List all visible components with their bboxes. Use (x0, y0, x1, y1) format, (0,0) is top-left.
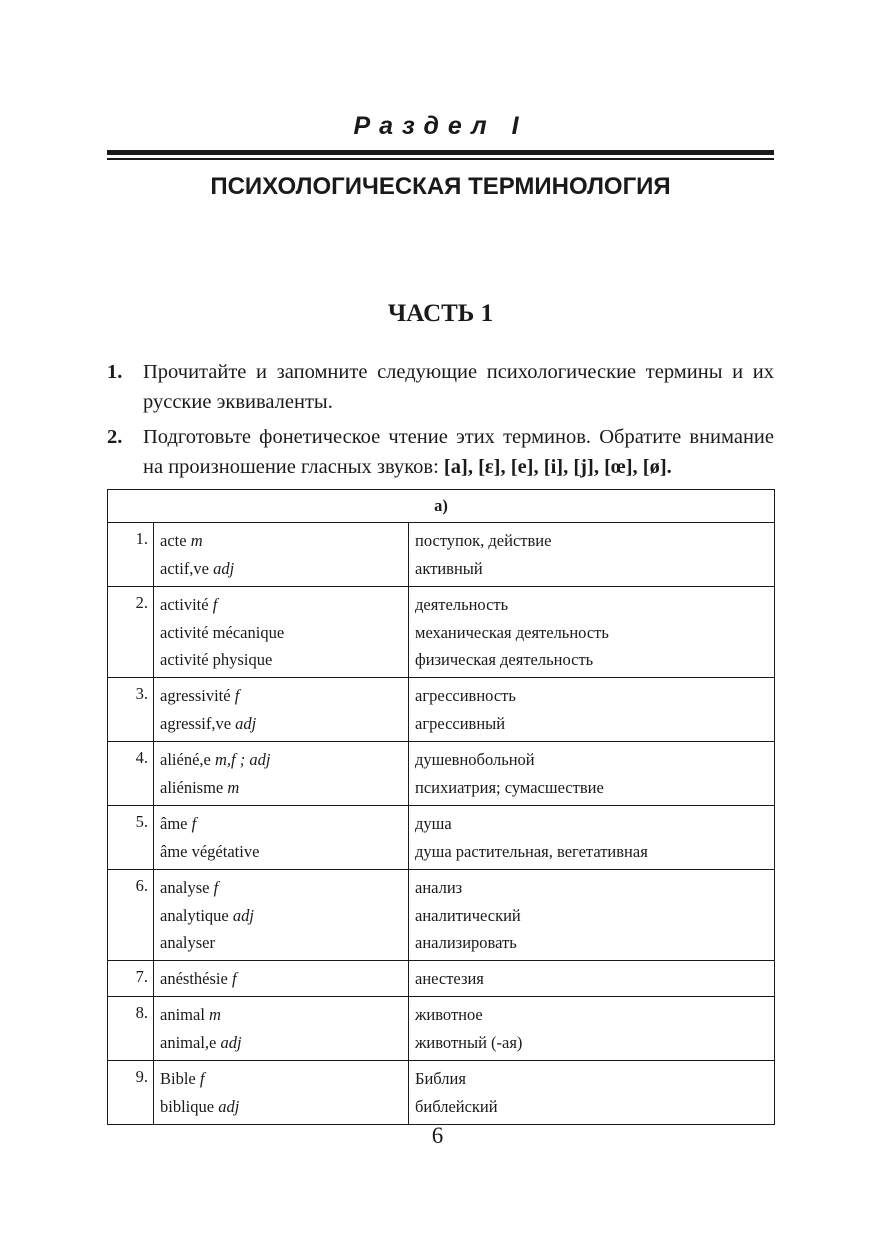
task-instruction: Подготовьте фонетическое чтение этих терминов. Обратите внимание на произношение гласных звуков: (143, 426, 774, 478)
russian-terms (409, 586, 775, 678)
table-row (108, 1061, 775, 1125)
term-word: actif,ve (160, 558, 210, 578)
russian-term: механическая деятельность (415, 622, 609, 642)
french-term (160, 876, 408, 904)
term-word: animal,e (160, 1033, 217, 1053)
french-term (160, 1067, 408, 1095)
french-term (160, 812, 408, 840)
row-number: 5. (108, 805, 154, 869)
russian-term: животное (415, 1005, 483, 1025)
term-grammar: f (234, 686, 240, 706)
term-word: activité (160, 594, 209, 614)
table-row (108, 523, 775, 587)
term-word: analytique (160, 905, 229, 925)
header-rule-thin (107, 158, 774, 160)
term-grammar: adj (218, 1096, 240, 1116)
section-title: Раздел I (353, 112, 528, 140)
row-number: 6. (108, 869, 154, 961)
term-grammar: adj (220, 1033, 242, 1053)
french-term (160, 712, 408, 736)
french-term (160, 748, 408, 776)
task-2 (107, 422, 774, 482)
russian-terms (409, 742, 775, 806)
russian-terms (409, 678, 775, 742)
table-row (108, 961, 775, 997)
french-terms (154, 961, 409, 997)
main-title: ПСИХОЛОГИЧЕСКАЯ ТЕРМИНОЛОГИЯ (210, 173, 671, 200)
term-grammar: adj (213, 558, 235, 578)
term-grammar: f (212, 594, 218, 614)
term-grammar: f (191, 813, 197, 833)
term-grammar: f (231, 969, 237, 989)
russian-term: активный (415, 558, 483, 578)
row-number: 1. (108, 523, 154, 587)
part-title: ЧАСТЬ 1 (387, 300, 494, 327)
row-number: 8. (108, 997, 154, 1061)
row-number: 9. (108, 1061, 154, 1125)
table-row (108, 742, 775, 806)
table-row (108, 678, 775, 742)
table-row (108, 869, 775, 961)
french-term (160, 904, 408, 932)
row-number: 3. (108, 678, 154, 742)
term-grammar: adj (232, 905, 254, 925)
term-grammar: adj (235, 714, 257, 734)
table-header-row (108, 490, 775, 523)
french-term (160, 1031, 408, 1055)
french-term (160, 557, 408, 581)
french-term (160, 840, 408, 864)
russian-term: анализировать (415, 933, 517, 953)
row-number: 4. (108, 742, 154, 806)
russian-term: душевнобольной (415, 750, 535, 770)
table-row (108, 586, 775, 678)
term-word: analyse (160, 877, 210, 897)
russian-term: поступок, действие (415, 531, 552, 550)
term-word: agressivité (160, 686, 231, 706)
term-word: aliénisme (160, 777, 224, 797)
russian-terms (409, 961, 775, 997)
french-terms (154, 805, 409, 869)
russian-terms (409, 523, 775, 587)
russian-term: психиатрия; сумасшествие (415, 777, 604, 797)
term-word: biblique (160, 1096, 215, 1116)
russian-term: душа (415, 813, 452, 833)
french-term (160, 1003, 408, 1031)
term-word: acte (160, 531, 187, 550)
french-term (160, 1095, 408, 1119)
term-grammar: m (209, 1005, 221, 1025)
russian-term: агрессивный (415, 714, 506, 734)
russian-term: деятельность (415, 594, 509, 614)
russian-term: анестезия (415, 969, 484, 989)
french-terms (154, 523, 409, 587)
row-number: 7. (108, 961, 154, 997)
french-terms (154, 1061, 409, 1125)
term-grammar: f (213, 877, 219, 897)
term-word: Bible (160, 1069, 196, 1089)
russian-term: животный (-ая) (415, 1033, 523, 1053)
task-1 (107, 357, 774, 417)
russian-terms (409, 805, 775, 869)
term-grammar: m,f ; adj (214, 750, 271, 770)
russian-term: Библия (415, 1069, 466, 1089)
task-number: 1. (107, 361, 123, 383)
french-terms (154, 869, 409, 961)
russian-term: душа растительная, вегетативная (415, 841, 648, 861)
french-term (160, 776, 408, 800)
russian-terms (409, 869, 775, 961)
french-terms (154, 586, 409, 678)
table-row (108, 805, 775, 869)
vowel-sounds: [a], [ε], [e], [i], [j], [œ], [ø]. (443, 456, 672, 478)
russian-term: физическая деятельность (415, 650, 594, 670)
task-text (143, 422, 774, 482)
page-number: 6 (431, 1123, 444, 1148)
task-number: 2. (107, 426, 123, 448)
row-number: 2. (108, 586, 154, 678)
term-grammar: f (199, 1069, 205, 1089)
french-terms (154, 678, 409, 742)
french-terms (154, 742, 409, 806)
french-term (160, 931, 408, 955)
french-term (160, 593, 408, 621)
term-word: activité physique (160, 650, 273, 670)
table-header: а) (108, 490, 775, 523)
term-word: agressif,ve (160, 714, 232, 734)
terms-table (107, 489, 775, 1125)
task-text: Прочитайте и запомните следующие психологические термины и их русские эквиваленты. (143, 361, 774, 413)
term-word: activité mécanique (160, 622, 285, 642)
term-word: animal (160, 1005, 205, 1025)
french-term (160, 684, 408, 712)
russian-term: агрессивность (415, 686, 516, 706)
term-word: âme végétative (160, 841, 260, 861)
french-term (160, 648, 408, 672)
russian-terms (409, 997, 775, 1061)
term-grammar: m (227, 777, 240, 797)
french-terms (154, 997, 409, 1061)
term-word: anésthésie (160, 969, 228, 989)
term-grammar: m (190, 531, 203, 550)
header-rule-thick (107, 150, 774, 155)
russian-terms (409, 1061, 775, 1125)
table-row (108, 997, 775, 1061)
russian-term: аналитический (415, 905, 521, 925)
term-word: âme (160, 813, 188, 833)
russian-term: библейский (415, 1096, 498, 1116)
french-term (160, 967, 408, 991)
french-term (160, 529, 408, 557)
russian-term: анализ (415, 877, 463, 897)
french-term (160, 621, 408, 649)
term-word: analyser (160, 933, 215, 953)
term-word: aliéné,e (160, 750, 211, 770)
